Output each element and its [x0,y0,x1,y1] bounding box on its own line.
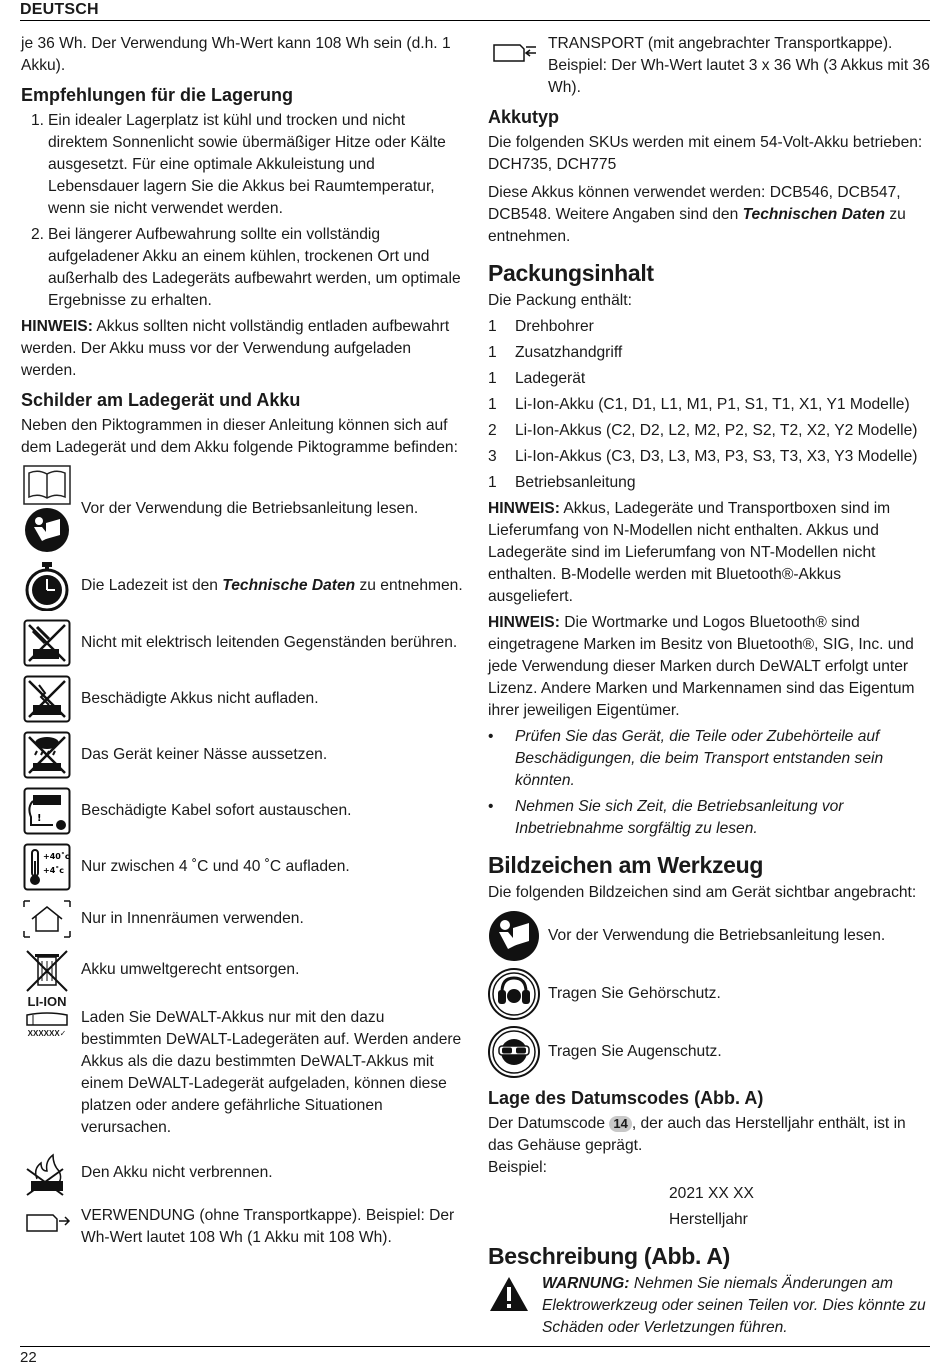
no-fire-icon [23,1149,71,1197]
labels-heading: Schilder am Ladegerät und Akku [21,390,301,410]
read-manual-icon [24,507,70,553]
header-divider [20,20,930,21]
picto-dewalt-only: XXXXXX✓ Laden Sie DeWALT-Akkus nur mit den dazu bestimmten DeWALT-Ladegeräten auf. Werden andere Akkus als die dazu bestimmten DeWALT-Akkus mit einem DeWALT-Ladegerät aufgeladen, können diese platzen oder andere gefährliche Situationen verursachen. [21,1007,463,1139]
picto-temperature: +40˚c +4˚c Nur zwischen 4 ˚C und 40 ˚C aufladen. [21,843,463,891]
picto-cable: ! Beschädigte Kabel sofort austauschen. [21,787,463,835]
list-item: 1 Betriebsanleitung [488,474,636,491]
picto-transport: TRANSPORT (mit angebrachter Transportkappe). Beispiel: Der Wh-Wert lautet 3 x 36 Wh (3 Akkus mit 36 Wh). [488,33,930,99]
no-conductive-objects-icon [23,619,71,667]
thermometer-icon [23,843,71,891]
read-manual-icon [488,910,540,962]
temp-icon-high: +40˚c [43,852,70,861]
battery-pack-icon [23,1011,71,1029]
labels-intro: Neben den Piktogrammen in dieser Anleitung können sich auf dem Ladegerät und dem Akku folgende Piktogramme befinden: [21,417,458,456]
pack-note-2: HINWEIS: Die Wortmarke und Logos Bluetooth® sind eingetragene Marken im Besitz von Bluetooth®, SIG, Inc. und jede Verwendung dieser Marken durch DeWALT erfolgt unter Lizenz. Andere Marken und Markennamen sind das Eigentum ihrer jeweiligen Eigentümer. [488,614,915,719]
tool-picto-read: Vor der Verwendung die Betriebsanleitung lesen. [488,910,930,962]
example-caption: Herstelljahr [669,1211,748,1228]
damaged-battery-icon [23,675,71,723]
akkutyp-heading: Akkutyp [488,107,560,127]
temp-icon-low: +4˚c [43,866,65,875]
no-rain-icon [23,731,71,779]
list-item: 1 Drehbohrer [488,318,594,335]
list-item: 1. Ein idealer Lagerplatz ist kühl und trocken und nicht direktem Sonnenlicht sowie übermäßiger Hitze oder Kälte ausgesetzt. Für eine optimale Akkuleistung und Lebensdauer lagern Sie die Akkus bei Raumtemperatur, wenn sie nicht verwendet werden. [31,112,446,217]
list-item: • Prüfen Sie das Gerät, die Teile oder Zubehörteile auf Beschädigungen, die beim Transport entstanden sein könnten. [488,728,884,789]
callout-badge: 14 [609,1116,631,1132]
list-item: 3 Li-Ion-Akkus (C3, D3, L3, M3, P3, S3, T3, X3, Y3 Modelle) [488,448,918,465]
damaged-cable-icon [23,787,71,835]
tool-intro: Die folgenden Bildzeichen sind am Gerät sichtbar angebracht: [488,884,917,901]
date-heading: Lage des Datumscodes (Abb. A) [488,1088,764,1108]
li-ion-label: LI-ION [27,994,67,1009]
pack-note-1: HINWEIS: Akkus, Ladegeräte und Transportboxen sind im Lieferumfang von N-Modellen nicht enthalten. Akkus und Ladegeräte sind im Lieferumfang von NT-Modellen nicht enthalten. B-Modelle werden mit Bluetooth®-Akkus ausgeliefert. [488,500,891,605]
tool-picto-hearing: Tragen Sie Gehörschutz. [488,968,930,1020]
list-item: 2. Bei längerer Aufbewahrung sollte ein vollständig aufgeladener Akku an einem kühlen, trockenen Ort und außerhalb des Ladegeräts aufbewahrt werden, um optimale Ergebnisse zu erhalten. [31,226,461,309]
tool-heading: Bildzeichen am Werkzeug [488,852,764,878]
svg-text:!: ! [37,813,42,824]
picto-dispose: LI-ION Akku umweltgerecht entsorgen. [21,947,463,1009]
date-paragraph: Der Datumscode 14 , der auch das Herstelljahr enthält, ist in das Gehäuse geprägt. [488,1115,906,1154]
pack-intro: Die Packung enthält: [488,292,632,309]
example-label: Beispiel: [488,1159,547,1176]
right-column [488,33,930,1339]
picto-indoor: Nur in Innenräumen verwenden. [21,899,463,939]
storage-heading: Empfehlungen für die Lagerung [21,85,294,105]
akkutyp-paragraph-2: Diese Akkus können verwendet werden: DCB546, DCB547, DCB548. Weitere Angaben sind den Technischen Daten zu entnehmen. [488,184,906,245]
battery-use-icon [23,1209,71,1235]
picto-no-wet: Das Gerät keiner Nässe aussetzen. [21,731,463,779]
picto-use: VERWENDUNG (ohne Transportkappe). Beispiel: Der Wh-Wert lautet 108 Wh (1 Akku mit 108 Wh). [21,1205,463,1249]
picto-no-damaged: Beschädigte Akkus nicht aufladen. [21,675,463,723]
book-icon [23,465,71,505]
list-item: 2 Li-Ion-Akkus (C2, D2, L2, M2, P2, S2, T2, X2, Y2 Modelle) [488,422,918,439]
pack-list [488,316,930,494]
list-item: • Nehmen Sie sich Zeit, die Betriebsanleitung vor Inbetriebnahme sorgfältig zu lesen. [488,798,844,837]
tool-picto-eyes: Tragen Sie Augenschutz. [488,1026,930,1078]
description-heading: Beschreibung (Abb. A) [488,1243,731,1269]
picto-charge-time: Die Ladezeit ist den Technische Daten zu entnehmen. [21,561,463,611]
crossed-bin-icon [23,947,71,995]
house-icon [22,899,72,939]
ear-protection-icon [488,968,540,1020]
akkutyp-paragraph-1: Die folgenden SKUs werden mit einem 54-Volt-Akku betrieben: DCH735, DCH775 [488,134,923,173]
storage-note: HINWEIS: Akkus sollten nicht vollständig entladen aufbewahrt werden. Der Akku muss vor der Verwendung aufgeladen werden. [21,318,450,379]
list-item: 1 Zusatzhandgriff [488,344,623,361]
pack-heading: Packungsinhalt [488,260,654,286]
battery-transport-icon [490,39,538,65]
list-item: 1 Li-Ion-Akku (C1, D1, L1, M1, P1, S1, T1, X1, Y1 Modelle) [488,396,910,413]
stopwatch-icon [23,561,71,611]
example-code: 2021 XX XX [669,1185,754,1202]
picto-read-manual: Vor der Verwendung die Betriebsanleitung lesen. [21,465,463,553]
picto-no-conductive: Nicht mit elektrisch leitenden Gegenständen berühren. [21,619,463,667]
eye-protection-icon [488,1026,540,1078]
warning-triangle-icon [488,1275,530,1313]
list-item: 1 Ladegerät [488,370,586,387]
storage-list [21,110,463,312]
intro-paragraph: je 36 Wh. Der Verwendung Wh-Wert kann 108 Wh sein (d.h. 1 Akku). [21,35,451,74]
left-column [21,33,463,1257]
header-language: DEUTSCH [20,1,99,18]
picto-no-burn: Den Akku nicht verbrennen. [21,1149,463,1197]
page-number: 22 [20,1349,37,1366]
footer-divider [20,1346,930,1347]
charger-code-label: XXXXXX✓ [27,1029,67,1038]
warning-block: WARNUNG: Nehmen Sie niemals Änderungen am Elektrowerkzeug oder seinen Teilen vor. Dies könnte zu Schäden oder Verletzungen führen. [488,1273,930,1339]
